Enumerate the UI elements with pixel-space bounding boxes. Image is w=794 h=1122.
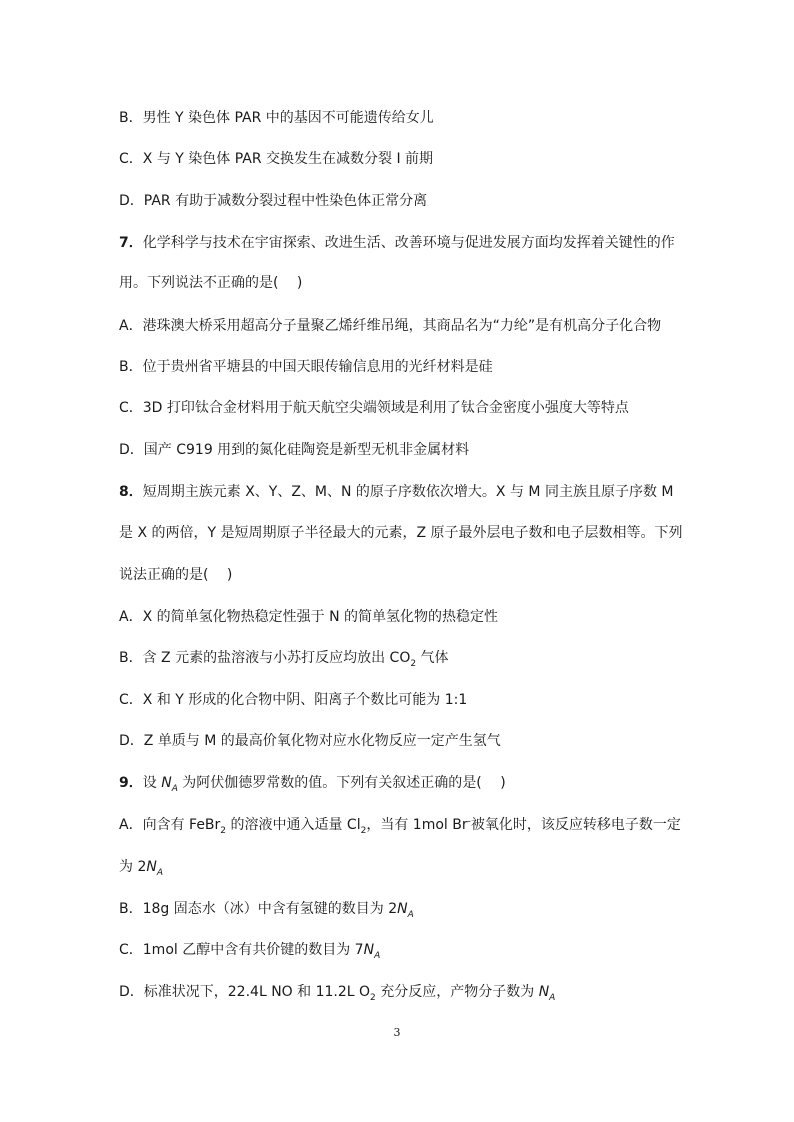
q8-stem-line1: [119, 482, 673, 502]
na-letter: N: [363, 942, 375, 958]
q8-option-c: C．X 和 Y 形成的化合物中阴、阳离子个数比可能为 1:1: [119, 692, 468, 708]
q6-option-d: D．PAR 有助于减数分裂过程中性染色体正常分离: [119, 193, 428, 209]
na-subscript: A: [407, 909, 414, 920]
q9-a-text3: ，当有 1mol Br: [366, 817, 468, 833]
q8-option-b-text: B．含 Z 元素的盐溶液与小苏打反应均放出 CO: [119, 650, 411, 666]
na-symbol: [161, 775, 178, 794]
q9-option-c: [119, 940, 380, 960]
na-subscript: A: [156, 867, 164, 878]
q8-stem-line3: 说法正确的是( ): [119, 567, 233, 583]
q9-stem: [119, 773, 506, 793]
q6-option-b: B．男性 Y 染色体 PAR 中的基因不可能遗传给女儿: [119, 110, 434, 126]
q6-option-c: C．X 与 Y 染色体 PAR 交换发生在减数分裂 Ⅰ 前期: [119, 151, 434, 167]
q9-option-b: [119, 899, 414, 919]
q9-a-sup: -: [467, 816, 471, 827]
q8-option-a: A．X 的简单氢化物热稳定性强于 N 的简单氢化物的热稳定性: [119, 609, 498, 625]
q7-stem-line1: [119, 233, 675, 253]
na-symbol: [146, 859, 164, 878]
na-subscript: A: [374, 950, 381, 961]
q9-a-sub2: 2: [360, 825, 367, 836]
q8-option-b: [119, 648, 449, 668]
q9-option-a-line2: [119, 857, 163, 877]
q9-a-line2-text: 为 2: [119, 859, 147, 875]
q8-option-b-tail: 气体: [416, 650, 449, 666]
page-number: 3: [393, 1026, 401, 1039]
q9-option-d: [119, 982, 555, 1002]
q9-c-text: C．1mol 乙醇中含有共价键的数目为 7: [119, 942, 364, 958]
q8-option-b-subscript: 2: [410, 658, 417, 669]
na-symbol: [397, 901, 414, 920]
q7-option-b: B．位于贵州省平塘县的中国天眼传输信息用的光纤材料是硅: [119, 359, 493, 375]
q9-option-a-line1: [119, 815, 681, 835]
q9-number: 9．: [119, 775, 143, 791]
na-subscript: A: [171, 783, 178, 794]
q7-option-d: D．国产 C919 用到的氮化硅陶瓷是新型无机非金属材料: [119, 442, 470, 458]
q9-a-text4: 被氧化时，该反应转移电子数一定: [470, 817, 681, 833]
q7-option-a: A．港珠澳大桥采用超高分子量聚乙烯纤维吊绳，其商品名为“力纶”是有机高分子化合物: [119, 318, 662, 334]
q9-b-text: B．18g 固态水（冰）中含有氢键的数目为 2: [119, 901, 398, 917]
q9-d-sub: 2: [370, 992, 376, 1003]
q9-d-text2: 充分反应，产物分子数为: [375, 984, 539, 1000]
na-subscript: A: [549, 992, 556, 1003]
na-symbol: [363, 942, 381, 961]
na-letter: N: [146, 859, 157, 875]
na-letter: N: [397, 901, 408, 917]
q8-number: 8．: [119, 484, 143, 500]
q7-option-c: C．3D 打印钛合金材料用于航天航空尖端领域是利用了钛合金密度小强度大等特点: [119, 400, 629, 416]
q7-number: 7．: [119, 235, 143, 251]
q8-stem-line2: 是 X 的两倍，Y 是短周期原子半径最大的元素，Z 原子最外层电子数和电子层数相等。下列: [119, 525, 683, 541]
q8-stem-text1: 短周期主族元素 X、Y、Z、M、N 的原子序数依次增大。X 与 M 同主族且原子序数 M: [142, 484, 674, 500]
q9-stem-pre: 设: [142, 775, 162, 791]
q9-d-text1: D．标准状况下，22.4L NO 和 11.2L O: [119, 984, 371, 1000]
q9-a-sub1: 2: [220, 825, 227, 836]
na-letter: N: [161, 775, 172, 791]
q7-stem-line2: 用。下列说法不正确的是( ): [119, 275, 303, 291]
q7-stem-text1: 化学科学与技术在宇宙探索、改进生活、改善环境与促进发展方面均发挥着关键性的作: [142, 235, 675, 251]
q9-a-text1: A．向含有 FeBr: [119, 817, 221, 833]
q9-a-text2: 的溶液中通入适量 Cl: [226, 817, 361, 833]
q8-option-d: D．Z 单质与 M 的最高价氧化物对应水化物反应一定产生氢气: [119, 733, 501, 749]
q9-stem-post: 为阿伏伽德罗常数的值。下列有关叙述正确的是( ): [177, 775, 506, 791]
na-symbol: [538, 984, 556, 1003]
na-letter: N: [538, 984, 550, 1000]
